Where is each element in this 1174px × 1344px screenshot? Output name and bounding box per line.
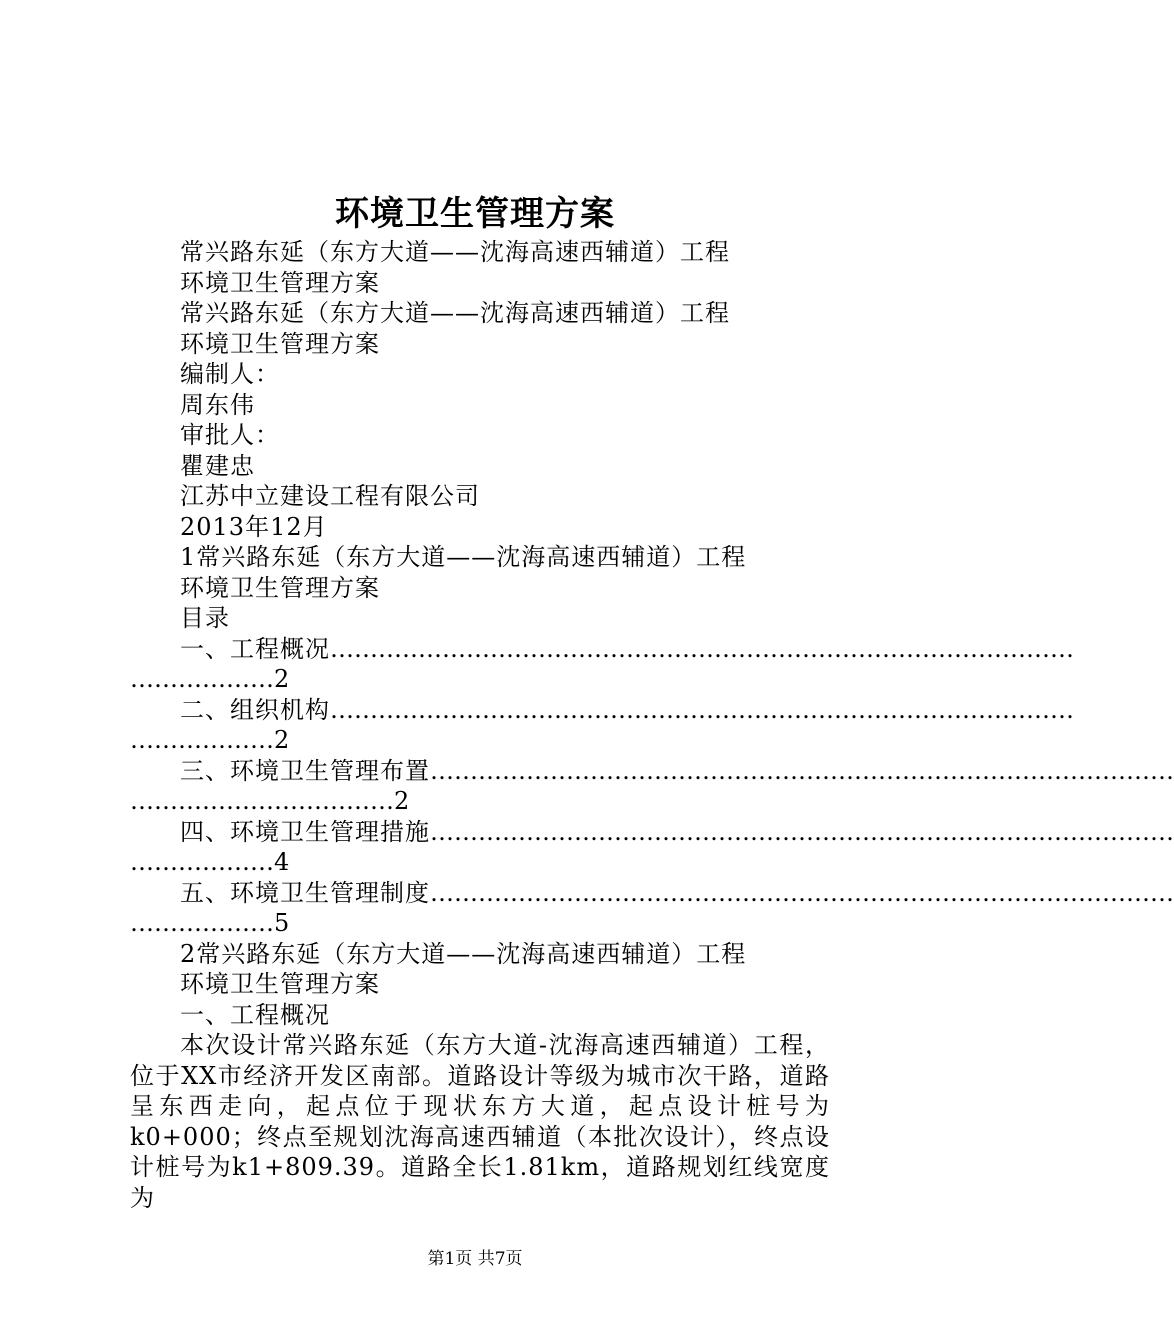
toc-entry: 三、环境卫生管理布置………………………………………………………………………………… [180,757,1174,785]
cover-line: 常兴路东延（东方大道——沈海高速西辅道）工程 [180,299,730,327]
toc-entry-page: ………………2 [130,726,290,754]
body-line: k0+000；终点至规划沈海高速西辅道（本批次设计），终点设 [130,1123,830,1151]
cover-line: 环境卫生管理方案 [180,330,380,358]
document-title: 环境卫生管理方案 [335,194,615,234]
toc-entry-page: ………………5 [130,909,290,937]
toc-entry: 二、组织机构………………………………………………………………………………… [180,696,1074,724]
compiler-label: 编制人： [180,360,280,388]
cover-line: 常兴路东延（东方大道——沈海高速西辅道）工程 [180,238,730,266]
toc-entry: 一、工程概况………………………………………………………………………………… [180,635,1074,663]
approver-label: 审批人： [180,421,280,449]
section-heading: 一、工程概况 [180,1001,330,1029]
cover-line: 1常兴路东延（东方大道——沈海高速西辅道）工程 [180,543,747,571]
cover-line: 环境卫生管理方案 [180,269,380,297]
toc-entry-page: ………………2 [130,665,290,693]
body-line: 呈东西走向，起点位于现状东方大道，起点设计桩号为 [130,1092,830,1120]
page-footer: 第1页 共7页 [427,1249,523,1269]
toc-entry: 四、环境卫生管理措施………………………………………………………………………………… [180,818,1174,846]
body-line: 位于XX市经济开发区南部。道路设计等级为城市次干路，道路 [130,1062,830,1090]
document-date: 2013年12月 [180,513,328,541]
toc-entry-page: ……………………………2 [130,787,410,815]
company-name: 江苏中立建设工程有限公司 [180,482,480,510]
cover-line: 环境卫生管理方案 [180,574,380,602]
body-line: 本次设计常兴路东延（东方大道-沈海高速西辅道）工程， [180,1031,830,1059]
approver-name: 瞿建忠 [180,452,255,480]
section-line: 2常兴路东延（东方大道——沈海高速西辅道）工程 [180,940,747,968]
compiler-name: 周东伟 [180,391,255,419]
section-line: 环境卫生管理方案 [180,970,380,998]
toc-entry: 五、环境卫生管理制度………………………………………………………………………………… [180,879,1174,907]
toc-heading: 目录 [180,604,230,632]
body-line: 计桩号为k1+809.39。道路全长1.81km，道路规划红线宽度为 [130,1153,830,1212]
toc-entry-page: ………………4 [130,848,290,876]
